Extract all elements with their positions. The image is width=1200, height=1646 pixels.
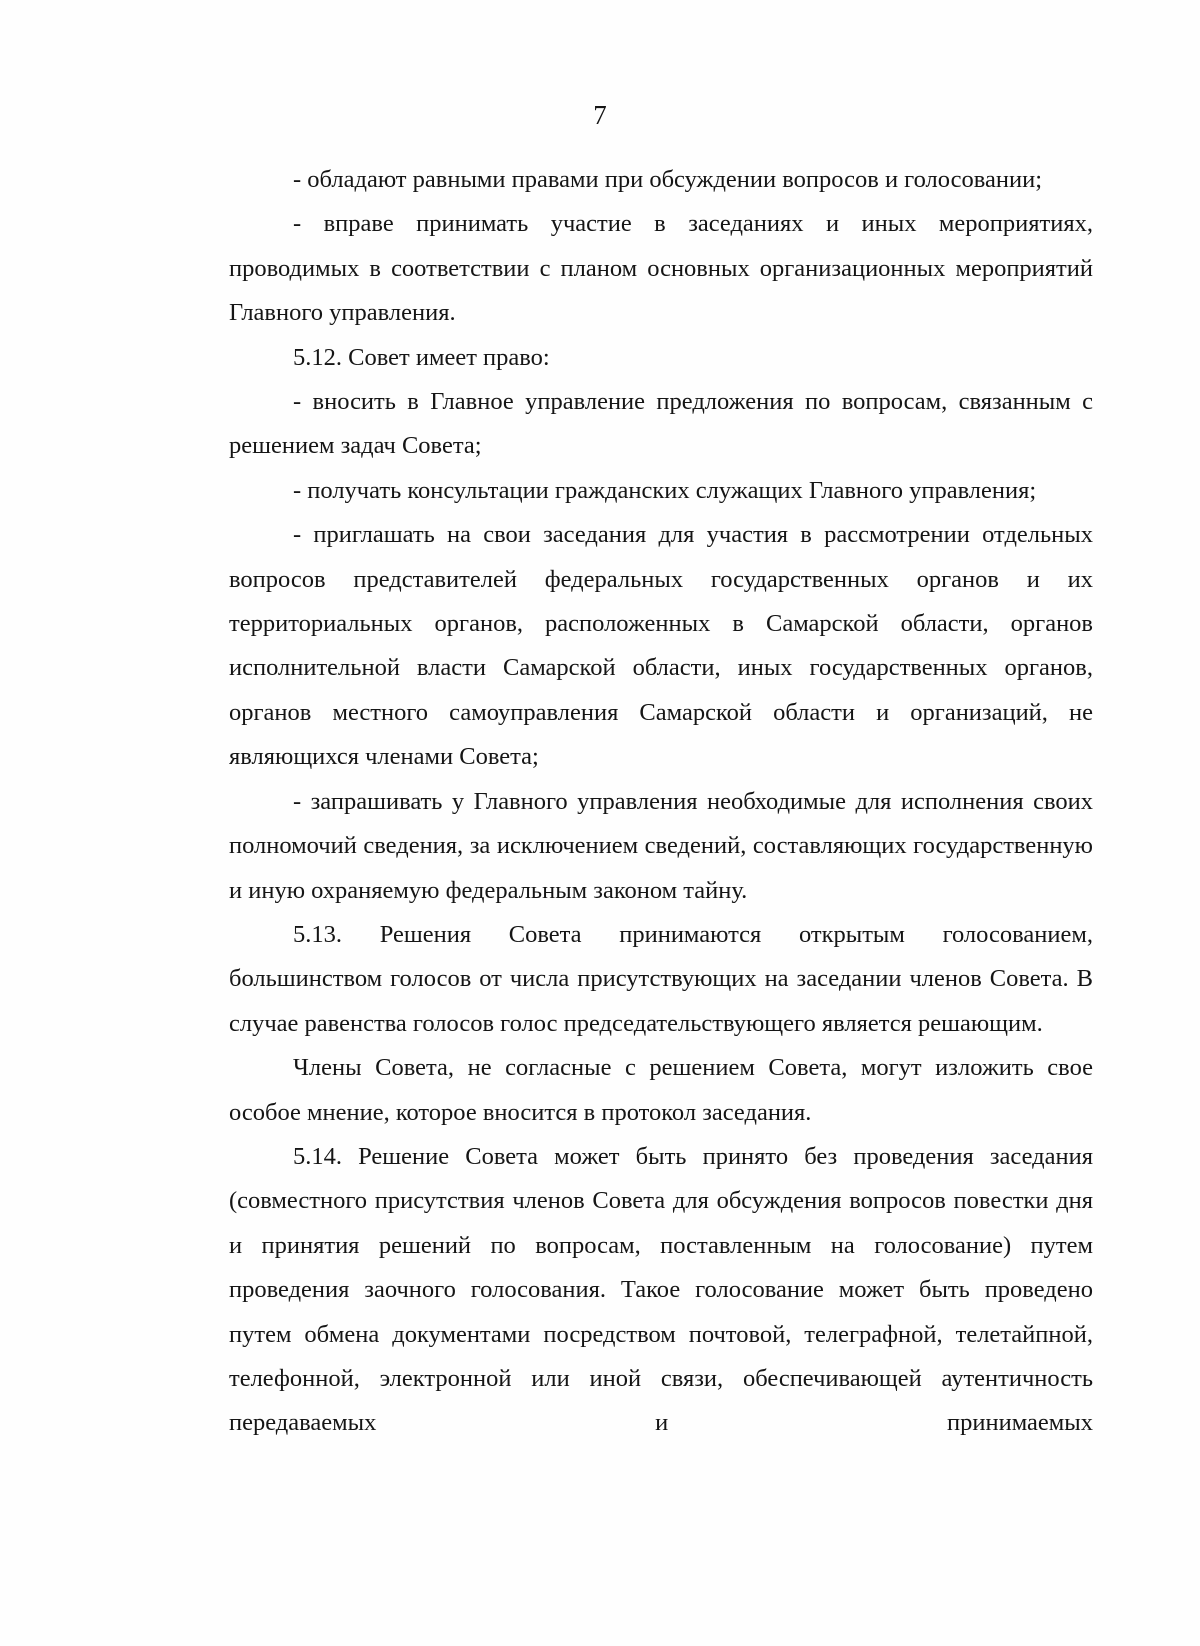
section-5-14-absentee-vote: 5.14. Решение Совета может быть принято без проведения заседания (совместного присутствия членов Совета для обсуждения вопросов повестки дня и принятия решений по вопросам, поставленным на голосование) путем проведения заочного голосования. Такое голосование может быть проведено путем обмена документами посредством почтовой, телеграфной, телетайпной, телефонной, электронной или иной связи, обеспечивающей аутентичность передаваемых и принимаемых: [229, 1142, 1093, 1437]
paragraph-equal-rights: - обладают равными правами при обсуждении вопросов и голосовании;: [293, 166, 1043, 193]
section-5-13-decisions: 5.13. Решения Совета принимаются открытым голосованием, большинством голосов от числа присутствующих на заседании членов Совета. В случае равенства голосов голос председательствующего является решающим.: [229, 920, 1093, 1037]
paragraph-consultations: - получать консультации гражданских служащих Главного управления;: [293, 476, 1037, 504]
paragraph-information-requests: - запрашивать у Главного управления необходимые для исполнения своих полномочий сведения, за исключением сведений, составляющих государственную и иную охраняемую федеральным законом тайну.: [229, 787, 1093, 904]
paragraph-proposals: - вносить в Главное управление предложения по вопросам, связанным с решением задач Совета;: [229, 388, 1093, 460]
section-5-12-heading: 5.12. Совет имеет право:: [293, 343, 550, 371]
paragraph-invitations: - приглашать на свои заседания для участия в рассмотрении отдельных вопросов представителей федеральных государственных органов и их территориальных органов, расположенных в Самарской области, органов исполнительной власти Самарской области, иных государственных органов, органов местного самоуправления Самарской области и организаций, не являющихся членами Совета;: [229, 521, 1093, 771]
paragraph-dissenting-opinion: Члены Совета, не согласные с решением Совета, могут изложить свое особое мнение, которое вносится в протокол заседания.: [229, 1054, 1093, 1126]
page-number: 7: [593, 100, 607, 130]
document-body: [229, 158, 1093, 1446]
paragraph-participation: - вправе принимать участие в заседаниях и иных мероприятиях, проводимых в соответствии с планом основных организационных мероприятий Главного управления.: [229, 210, 1093, 327]
